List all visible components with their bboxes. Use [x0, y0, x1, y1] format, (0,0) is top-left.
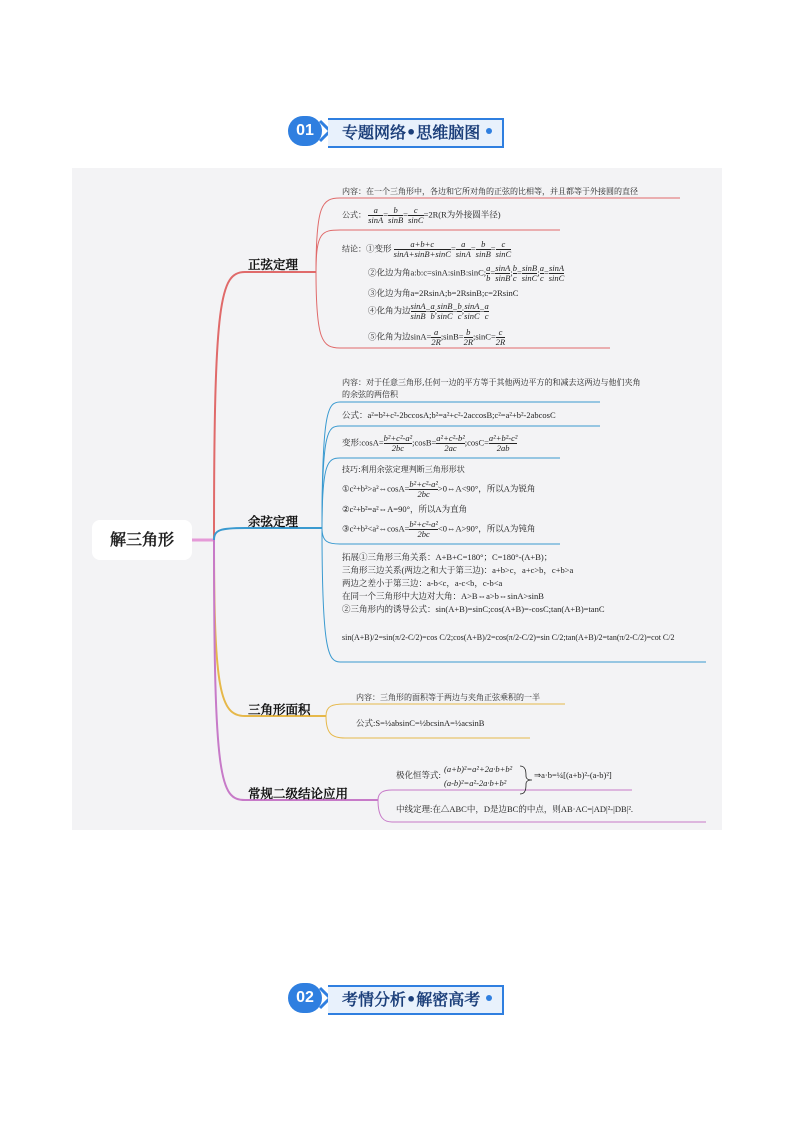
sine-conclusion-1: 结论：①变形 $\frac{a+b+c}{\sin A+\sin B+\sin C}$ = $\frac{a}{\sin A}$ = $\frac{b}{\sin B}$ = $\frac{c}{\sin C}$	[342, 239, 512, 259]
cosine-tip-3: ③c²+b²<a²⇔cosA= $\frac{\text{b²+c²-a²}}{2bc}$ <0⇔A>90°，所以A为钝角	[342, 519, 536, 539]
cosine-ext-6: sin(A+B)/2=sin(π/2-C/2)=cos C/2;cos(A+B)/2=cos(π/2-C/2)=sin C/2;tan(A+B)/2=tan(π/2-C/2)=cot C/2	[342, 633, 675, 642]
cosine-ext-4: 在同一个三角形中大边对大角：A>B⇔a>b⇔sinA>sinB	[342, 591, 544, 601]
area-formula: 公式:S=½absinC=½bcsinA=½acsinB	[356, 718, 485, 728]
branch-common-conclusions: 常规二级结论应用	[248, 786, 349, 801]
polar-identity-1: (a+b)²=a²+2a·b+b²	[444, 764, 513, 774]
section-header-02	[288, 983, 508, 1013]
cosine-content-2: 的余弦的两倍积	[342, 390, 398, 399]
section-title: 考情分析•解密高考	[328, 985, 504, 1015]
cosine-ext-3: 两边之差小于第三边：a-b<c，a-c<b，c-b<a	[342, 578, 503, 588]
sine-conclusion-2: ②化边为角a:b:c=sinA:sinB:sinC; $\frac{a}{b}$ = $\frac{\sin A}{\sin B}$ ; $\frac{b}{c}$ = $\frac{\sin B}{\sin C}$ ; $\frac{a}{c}$ = $\frac{\sin A}{\sin C}$	[368, 263, 565, 283]
area-content: 内容：三角形的面积等于两边与夹角正弦乘积的一半	[356, 693, 540, 702]
section-number: 01	[288, 116, 322, 146]
dot-icon	[486, 995, 492, 1001]
polar-identity-2: (a-b)²=a²-2a·b+b²	[444, 778, 507, 788]
cosine-content-1: 内容：对于任意三角形,任何一边的平方等于其他两边平方的和减去这两边与他们夹角	[342, 378, 641, 387]
cosine-ext-2: 三角形三边关系(两边之和大于第三边)：a+b>c，a+c>b，c+b>a	[342, 565, 574, 575]
sine-conclusion-4: ④化角为边 $\frac{\sin A}{\sin B}$ = $\frac{a}{b}$ ; $\frac{\sin B}{\sin C}$ = $\frac{b}{c}$ ; $\frac{\sin A}{\sin C}$ = $\frac{a}{c}$	[368, 301, 489, 321]
branch-cosine-theorem: 余弦定理	[248, 514, 299, 529]
polar-identity-result: ⇒a·b=¼[(a+b)²-(a-b)²]	[534, 770, 612, 780]
cosine-formula: 公式：a²=b²+c²-2bccosA;b²=a²+c²-2accosB;c²=a²+b²-2abcosC	[342, 410, 556, 420]
sine-content: 内容：在一个三角形中，各边和它所对角的正弦的比相等，并且都等于外接圆的直径	[342, 187, 638, 196]
cosine-ext-1: 拓展①三角形三角关系：A+B+C=180°；C=180°-(A+B)；	[342, 552, 553, 562]
branch-triangle-area: 三角形面积	[248, 702, 311, 717]
cosine-variant: 变形:cosA= $\frac{\text{b²+c²-a²}}{2bc}$ ;cosB= $\frac{\text{a²+c²-b²}}{2ac}$ ;cosC= $\frac{\text{a²+b²-c²}}{2ab}$	[342, 433, 518, 453]
cosine-tip-2: ②c²+b²=a²⇔A=90°，所以A为直角	[342, 504, 468, 514]
section-title: 专题网络•思维脑图	[328, 118, 504, 148]
cosine-tip-1: ①c²+b²>a²⇔cosA= $\frac{\text{b²+c²-a²}}{2bc}$ >0⇔A<90°，所以A为锐角	[342, 479, 536, 499]
median-theorem: 中线定理:在△ABC中，D是边BC的中点，则AB·AC=|AD|²-|DB|².	[396, 804, 634, 814]
sine-conclusion-3: ③化边为角a=2RsinA;b=2RsinB;c=2RsinC	[368, 288, 519, 298]
branch-sine-theorem: 正弦定理	[248, 257, 299, 272]
sine-formula: 公式： $\frac{a}{\sin A}$ = $\frac{b}{\sin B}$ = $\frac{c}{\sin C}$ =2R(R为外接圆半径)	[342, 205, 501, 225]
sine-conclusion-5: ⑤化角为边sinA= $\frac{a}{2R}$ ;sinB= $\frac{b}{2R}$ ;sinC= $\frac{c}{2R}$	[368, 327, 506, 347]
section-number: 02	[288, 983, 322, 1013]
mindmap-root: 解三角形	[92, 520, 192, 560]
cosine-ext-5: ②三角形内的诱导公式：sin(A+B)=sinC;cos(A+B)=-cosC;tan(A+B)=tanC	[342, 604, 605, 614]
polar-prefix: 极化恒等式:	[396, 770, 441, 780]
cosine-tip: 技巧:利用余弦定理判断三角形形状	[342, 465, 465, 474]
